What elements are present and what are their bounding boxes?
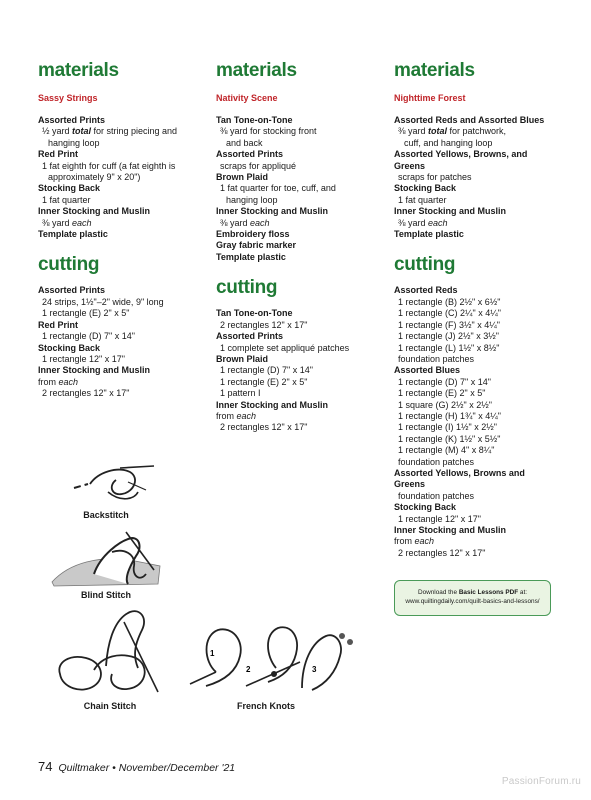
item-detail: ⅜ yard total for patchwork,	[398, 126, 507, 137]
item-detail: ⅜ yard each	[398, 217, 448, 228]
item-detail: 1 fat quarter for toe, cuff, and	[220, 183, 336, 194]
item-detail: 1 rectangle (B) 2½" x 6½"	[398, 296, 501, 307]
item-detail: foundation patches	[398, 456, 475, 467]
item-detail: 2 rectangles 12" x 17"	[220, 422, 308, 433]
item-detail: 1 rectangle (K) 1½" x 5½"	[398, 433, 501, 444]
item-detail: and back	[226, 137, 263, 148]
backstitch-illustration	[68, 462, 168, 510]
item-detail: ½ yard total for string piecing and	[42, 126, 178, 137]
item-detail: 1 rectangle (D) 7" x 14"	[42, 331, 135, 342]
item-detail: 1 rectangle (E) 2" x 5"	[42, 308, 130, 319]
item-heading: Assorted Reds	[394, 285, 458, 296]
materials-heading: materials	[38, 60, 119, 81]
item-heading: Assorted Prints	[38, 285, 106, 296]
item-heading: Gray fabric marker	[216, 240, 297, 251]
item-detail: 1 square (G) 2½" x 2½"	[398, 399, 492, 410]
cutting-heading: cutting	[216, 277, 278, 299]
item-heading: Stocking Back	[38, 342, 101, 353]
item-heading: Template plastic	[394, 229, 464, 240]
item-detail: 1 rectangle (D) 7" x 14"	[398, 376, 491, 387]
item-heading: Embroidery floss	[216, 229, 290, 240]
item-heading: Red Print	[38, 149, 79, 160]
item-heading: Red Print	[38, 319, 79, 330]
materials-heading: materials	[394, 60, 475, 81]
project-title: Sassy Strings	[38, 93, 98, 103]
item-heading: Stocking Back	[394, 183, 457, 194]
item-detail: 1 rectangle 12" x 17"	[398, 513, 481, 524]
item-detail: 1 fat eighth for cuff (a fat eighth is	[42, 160, 176, 171]
download-callout	[394, 580, 551, 616]
item-heading: Assorted Reds and Assorted Blues	[394, 115, 545, 125]
callout-url[interactable]: www.quiltingdaily.com/quilt-basics-and-lessons/	[405, 598, 540, 605]
item-heading: Assorted Yellows, Browns, and	[394, 149, 528, 160]
item-heading: Assorted Blues	[394, 365, 461, 376]
cutting-list	[394, 285, 574, 559]
page-footer	[38, 760, 235, 775]
page-number: 74	[38, 759, 53, 774]
column-nighttime-forest	[394, 60, 574, 559]
materials-heading: materials	[216, 60, 297, 81]
item-detail: 1 rectangle (L) 1½" x 8½"	[398, 342, 500, 353]
item-detail: 1 rectangle (M) 4" x 8¼"	[398, 445, 495, 456]
item-detail: ⅜ yard each	[220, 217, 270, 228]
project-title: Nativity Scene	[216, 93, 278, 103]
item-heading: Stocking Back	[38, 183, 101, 194]
item-detail: hanging loop	[226, 194, 278, 205]
materials-list	[38, 115, 218, 240]
french-knots-illustration	[180, 622, 358, 700]
item-heading: Tan Tone-on-Tone	[216, 115, 293, 125]
french-step-1: 1	[210, 649, 215, 658]
item-detail: 1 rectangle (J) 2½" x 3½"	[398, 331, 499, 342]
item-detail: 1 fat quarter	[398, 194, 447, 205]
cutting-heading: cutting	[38, 254, 100, 276]
item-detail: scraps for appliqué	[220, 160, 297, 171]
item-heading: Assorted Yellows, Browns and	[394, 467, 525, 478]
item-detail: cuff, and hanging loop	[404, 137, 493, 148]
french-step-2: 2	[246, 665, 251, 674]
item-detail: foundation patches	[398, 490, 475, 501]
cutting-heading: cutting	[394, 254, 456, 276]
french-step-3: 3	[312, 665, 317, 674]
callout-suffix: at:	[518, 589, 528, 596]
item-detail: 1 rectangle (E) 2" x 5"	[398, 388, 486, 399]
item-heading: Assorted Prints	[216, 149, 284, 160]
callout-text	[395, 588, 550, 597]
blind-stitch-label: Blind Stitch	[81, 590, 131, 600]
item-heading: Inner Stocking and Muslin	[216, 206, 329, 217]
item-detail: from each	[38, 376, 79, 387]
item-detail: 1 rectangle (D) 7" x 14"	[220, 365, 313, 376]
item-detail: 1 rectangle (E) 2" x 5"	[220, 376, 308, 387]
item-detail: ⅜ yard each	[42, 217, 92, 228]
item-detail: ⅜ yard for stocking front	[220, 126, 317, 137]
item-detail: 1 rectangle (F) 3½" x 4¼"	[398, 319, 500, 330]
item-detail: from each	[394, 536, 435, 547]
item-detail: from each	[216, 410, 257, 421]
materials-list	[216, 115, 396, 263]
column-sassy-strings	[38, 60, 218, 400]
item-detail: 1 rectangle (H) 1¾" x 4¼"	[398, 410, 501, 421]
item-detail: 1 pattern I	[220, 388, 261, 399]
item-heading: Greens	[394, 479, 426, 490]
item-detail: 24 strips, 1½"–2" wide, 9" long	[42, 296, 164, 307]
magazine-issue: Quiltmaker • November/December '21	[58, 762, 236, 774]
callout-prefix: Download the	[417, 589, 459, 596]
item-heading: Inner Stocking and Muslin	[394, 206, 507, 217]
item-detail: hanging loop	[48, 137, 100, 148]
cutting-list	[38, 285, 218, 399]
item-heading: Brown Plaid	[216, 353, 269, 364]
item-heading: Assorted Prints	[38, 115, 106, 125]
item-detail: 2 rectangles 12" x 17"	[42, 388, 130, 399]
item-detail: 1 rectangle (C) 2¼" x 4¼"	[398, 308, 501, 319]
item-detail: foundation patches	[398, 353, 475, 364]
column-nativity-scene	[216, 60, 396, 434]
item-detail: 1 rectangle (I) 1½" x 2½"	[398, 422, 497, 433]
item-heading: Stocking Back	[394, 502, 457, 513]
item-heading: Template plastic	[38, 229, 108, 240]
blind-stitch-illustration	[50, 526, 168, 590]
item-heading: Greens	[394, 160, 426, 171]
item-detail: 1 rectangle 12" x 17"	[42, 353, 125, 364]
item-detail: 1 fat quarter	[42, 194, 91, 205]
item-detail: approximately 9" x 20")	[48, 172, 141, 183]
french-knots-label: French Knots	[236, 701, 295, 711]
item-heading: Inner Stocking and Muslin	[216, 399, 329, 410]
callout-bold: Basic Lessons PDF	[458, 589, 519, 596]
project-title: Nighttime Forest	[394, 93, 466, 103]
item-detail: 2 rectangles 12" x 17"	[398, 547, 486, 558]
item-detail: 1 complete set appliqué patches	[220, 342, 350, 353]
cutting-list	[216, 308, 396, 433]
item-heading: Template plastic	[216, 251, 286, 262]
item-heading: Inner Stocking and Muslin	[394, 525, 507, 535]
chain-stitch-illustration	[46, 608, 164, 700]
item-heading: Tan Tone-on-Tone	[216, 308, 293, 319]
item-heading: Inner Stocking and Muslin	[38, 206, 151, 217]
item-detail: 2 rectangles 12" x 17"	[220, 319, 308, 330]
item-detail: scraps for patches	[398, 172, 472, 183]
item-heading: Assorted Prints	[216, 331, 284, 342]
backstitch-label: Backstitch	[83, 510, 129, 520]
item-heading: Brown Plaid	[216, 172, 269, 183]
materials-list	[394, 115, 574, 240]
item-heading: Inner Stocking and Muslin	[38, 365, 151, 376]
watermark: PassionForum.ru	[501, 776, 581, 787]
chain-stitch-label: Chain Stitch	[83, 701, 137, 711]
